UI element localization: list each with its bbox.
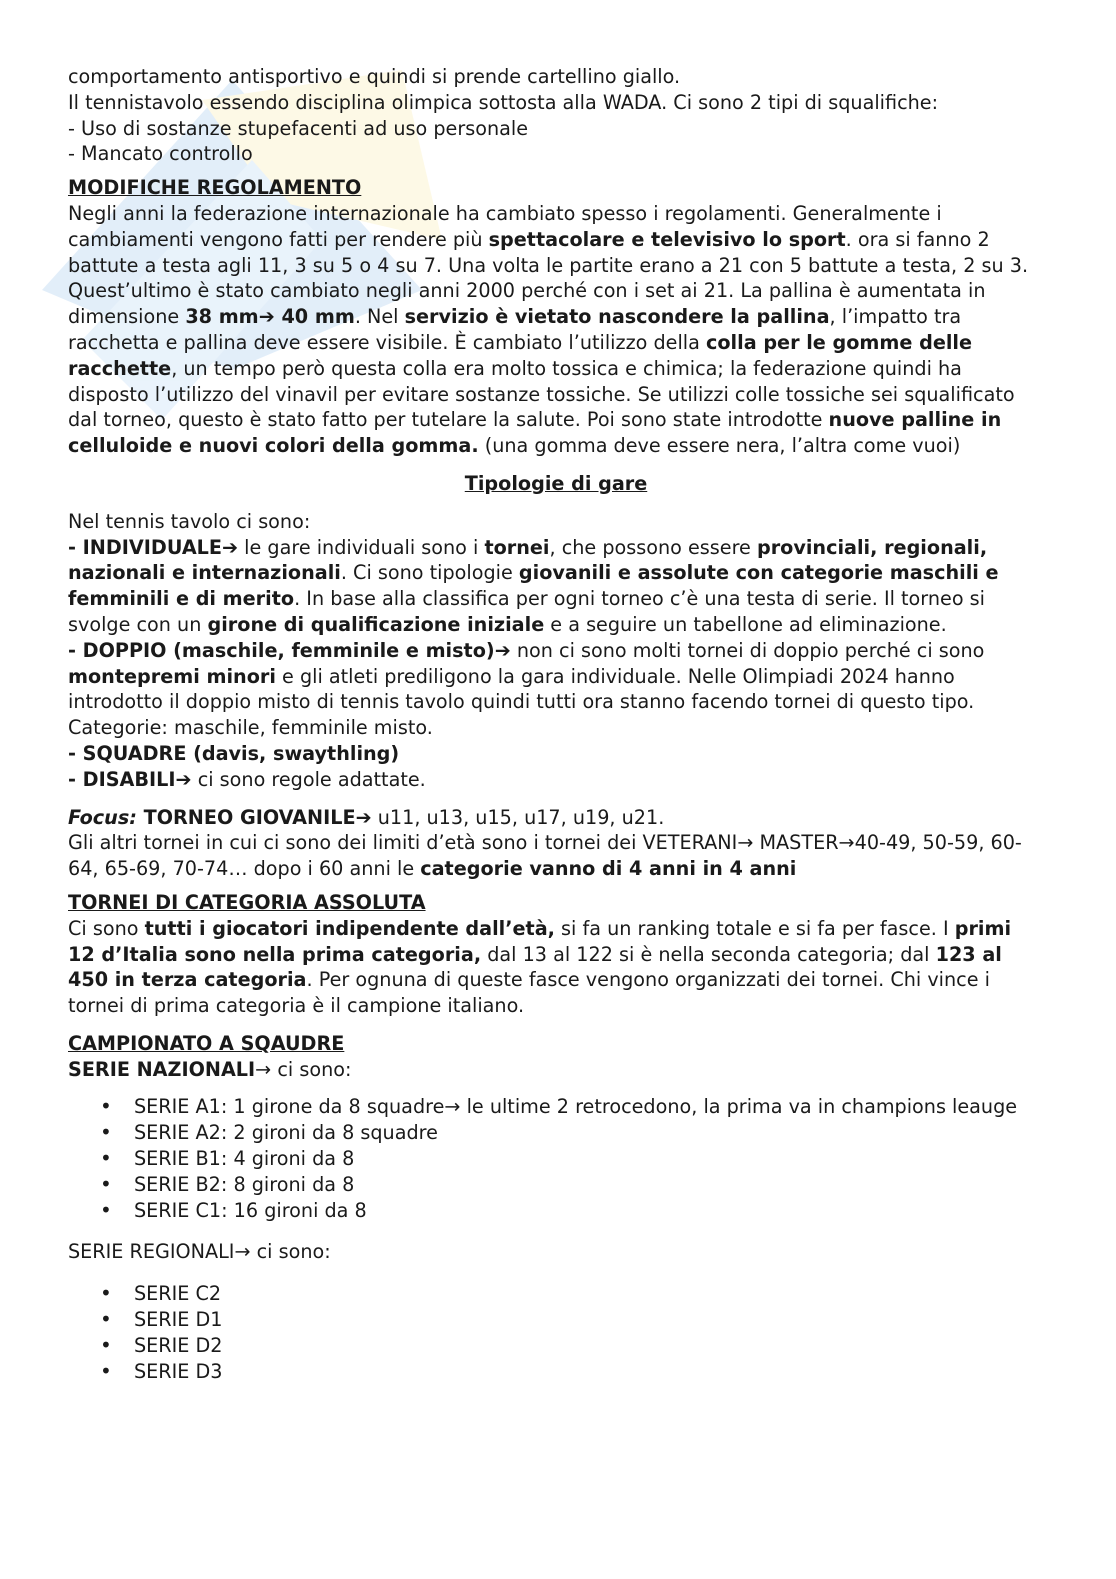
intro-line-4: - Mancato controllo [68,142,253,166]
tipologie-squadre: - SQUADRE (davis, swaythling) [68,741,400,765]
paragraph-modifiche: Negli anni la federazione internazionale ha cambiato spesso i regolamenti. Generalmente i cambiamenti vengono fatti per rendere più spettacolare e televisivo lo sport. ora si fanno 2 battute a testa agli 11, 3 su 5 o 4 su 7. Una volta le partite erano a 21 con 5 battute a testa, 2 su 3. Quest’ultimo è stato cambiato negli anni 2000 perché con i set ai 21. La pallina è aumentata in dimensione 38 mm➔ 40 mm. Nel servizio è vietato nascondere la pallina, l’impatto tra racchetta e pallina deve essere visibile. È cambiato l’utilizzo della colla per le gomme delle racchette, un tempo però questa colla era molto tossica e chimica; la federazione quindi ha disposto l’utilizzo del vinavil per evitare sostanze tossiche. Se utilizzi colle tossiche sei squalificato dal torneo, questo è stato fatto per tutelare la salute. Poi sono state introdotte nuove palline in celluloide e nuovi colori della gomma. (una gomma deve essere nera, l’altra come vuoi) [68,201,1029,458]
intro-line-1: comportamento antisportivo e quindi si prende cartellino giallo. [68,65,681,88]
heading-modifiche-regolamento: MODIFICHE REGOLAMENTO [68,176,362,200]
intro-line-2: Il tennistavolo essendo disciplina olimpica sottosta alla WADA. Ci sono 2 tipi di squalifiche: [68,90,939,114]
intro-line-3: - Uso di sostanze stupefacenti ad uso personale [68,116,529,140]
list-item: • SERIE A2: 2 gironi da 8 squadre [134,1120,1044,1146]
serie-nazionali-list [68,1094,1044,1223]
list-item: • SERIE B2: 8 gironi da 8 [134,1172,1044,1198]
focus-veterani: Gli altri tornei in cui ci sono dei limiti d’età sono i tornei dei VETERANI→ MASTER→40-49, 50-59, 60-64, 65-69, 70-74… dopo i 60 anni le categorie vanno di 4 anni in 4 anni [68,831,1022,881]
serie-regionali-label: SERIE REGIONALI→ ci sono: [68,1240,331,1264]
tipologie-individuale: - INDIVIDUALE➔ le gare individuali sono i tornei, che possono essere provinciali, regionali, nazionali e internazionali. Ci sono tipologie giovanili e assolute con categorie maschili e femminili e di merito. In base alla classifica per ogni torneo c’è una testa di serie. Il torneo si svolge con un girone di qualificazione iniziale e a seguire un tabellone ad eliminazione. [68,535,999,636]
list-item: • SERIE A1: 1 girone da 8 squadre→ le ultime 2 retrocedono, la prima va in champions leauge [134,1094,1044,1120]
heading-campionato-a-squadre: CAMPIONATO A SQAUDRE [68,1031,345,1055]
heading-tipologie-di-gare: Tipologie di gare [464,471,648,495]
list-item: • SERIE B1: 4 gironi da 8 [134,1146,1044,1172]
focus-torneo-giovanile: Focus: TORNEO GIOVANILE➔ u11, u13, u15, u17, u19, u21. [68,805,665,829]
list-item: • SERIE D2 [134,1333,1044,1359]
tipologie-doppio: - DOPPIO (maschile, femminile e misto)➔ non ci sono molti tornei di doppio perché ci sono montepremi minori e gli atleti prediligono la gara individuale. Nelle Olimpiadi 2024 hanno introdotto il doppio misto di tennis tavolo quindi tutti ora stanno facendo tornei di questo tipo. Categorie: maschile, femminile misto. [68,638,985,740]
serie-regionali-list [68,1281,1044,1384]
tipologie-intro: Nel tennis tavolo ci sono: [68,509,311,533]
list-item: • SERIE D3 [134,1359,1044,1385]
heading-tornei-categoria-assoluta: TORNEI DI CATEGORIA ASSOLUTA [68,890,426,914]
paragraph-assoluta: Ci sono tutti i giocatori indipendente dall’età, si fa un ranking totale e si fa per fasce. I primi 12 d’Italia sono nella prima categoria, dal 13 al 122 si è nella seconda categoria; dal 123 al 450 in terza categoria. Per ognuna di queste fasce vengono organizzati dei tornei. Chi vince i tornei di prima categoria è il campione italiano. [68,916,1012,1018]
tipologie-disabili: - DISABILI➔ ci sono regole adattate. [68,767,426,791]
list-item: • SERIE C1: 16 gironi da 8 [134,1198,1044,1224]
list-item: • SERIE D1 [134,1307,1044,1333]
list-item: • SERIE C2 [134,1281,1044,1307]
serie-nazionali-label: SERIE NAZIONALI→ ci sono: [68,1057,352,1081]
